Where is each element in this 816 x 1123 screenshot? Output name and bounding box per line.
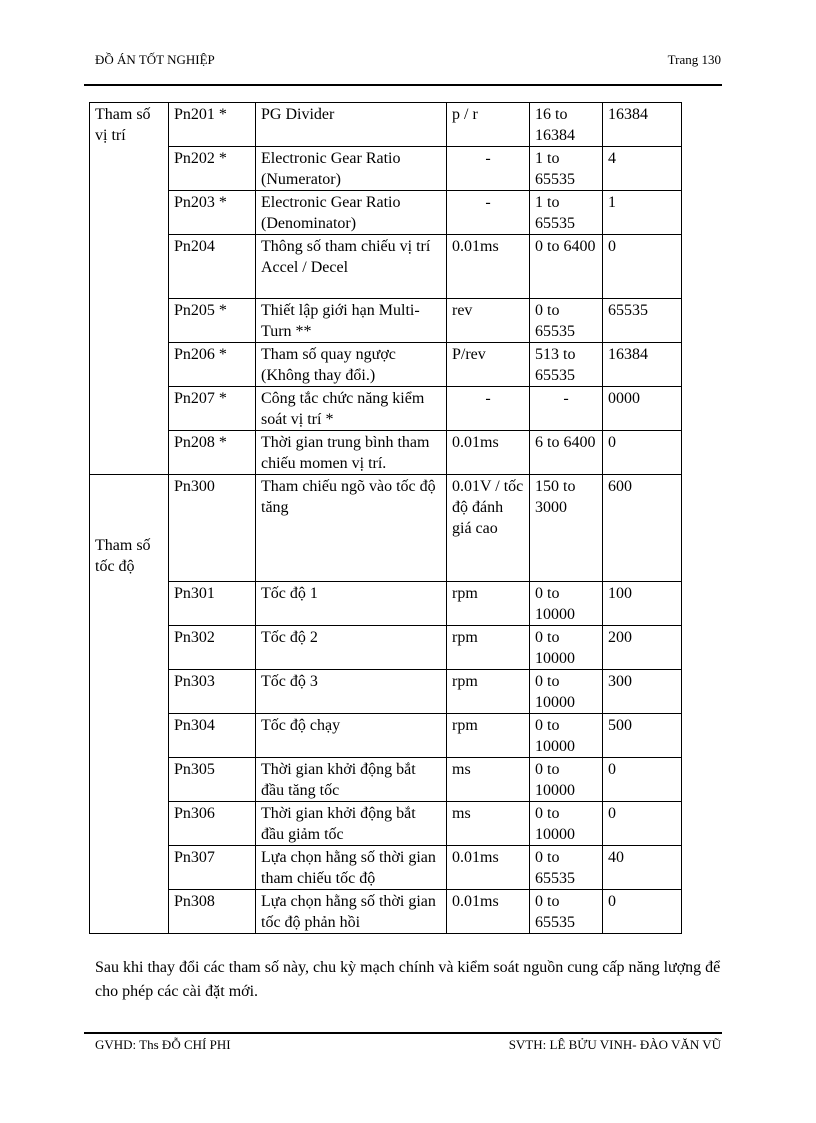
param-default: 0 — [603, 890, 682, 934]
footer-advisor: GVHD: Ths ĐỖ CHÍ PHI — [95, 1037, 231, 1052]
param-range: 0 to 10000 — [530, 758, 603, 802]
param-name: Lựa chọn hằng số thời gian tham chiếu tốc độ — [256, 846, 447, 890]
param-name: Electronic Gear Ratio (Numerator) — [256, 147, 447, 191]
param-no: Pn206 * — [169, 343, 256, 387]
param-unit: rpm — [447, 714, 530, 758]
param-no: Pn306 — [169, 802, 256, 846]
table-row — [90, 299, 682, 343]
param-no: Pn304 — [169, 714, 256, 758]
param-unit: 0.01ms — [447, 235, 530, 299]
param-default: 600 — [603, 475, 682, 582]
param-default: 0 — [603, 431, 682, 475]
param-range: 0 to 10000 — [530, 802, 603, 846]
param-unit: rpm — [447, 626, 530, 670]
param-unit: p / r — [447, 103, 530, 147]
group-speed-label: Tham số tốc độ — [90, 475, 169, 934]
param-name: Tốc độ 3 — [256, 670, 447, 714]
param-unit: rpm — [447, 582, 530, 626]
param-name: Tốc độ 1 — [256, 582, 447, 626]
param-unit: 0.01ms — [447, 846, 530, 890]
body-paragraph: Sau khi thay đổi các tham số này, chu kỳ mạch chính và kiểm soát nguồn cung cấp năng lượng để cho phép các cài đặt mới. — [95, 959, 721, 1000]
table-row — [90, 758, 682, 802]
page-footer — [95, 1037, 721, 1057]
table-row — [90, 846, 682, 890]
param-range: 0 to 10000 — [530, 714, 603, 758]
param-default: 0 — [603, 235, 682, 299]
param-unit: P/rev — [447, 343, 530, 387]
param-range: 0 to 10000 — [530, 670, 603, 714]
param-unit: ms — [447, 758, 530, 802]
param-range: 0 to 6400 — [530, 235, 603, 299]
param-range: 1 to 65535 — [530, 147, 603, 191]
param-default: 40 — [603, 846, 682, 890]
param-no: Pn307 — [169, 846, 256, 890]
table-row — [90, 103, 682, 147]
param-range: 16 to 16384 — [530, 103, 603, 147]
param-no: Pn203 * — [169, 191, 256, 235]
param-no: Pn302 — [169, 626, 256, 670]
table-row — [90, 890, 682, 934]
page-number: Trang 130 — [667, 52, 721, 67]
footer-rule — [84, 1032, 722, 1034]
param-default: 16384 — [603, 103, 682, 147]
param-no: Pn208 * — [169, 431, 256, 475]
param-no: Pn301 — [169, 582, 256, 626]
param-unit: 0.01ms — [447, 431, 530, 475]
param-name: Tham chiếu ngõ vào tốc độ tăng — [256, 475, 447, 582]
param-range: 0 to 65535 — [530, 846, 603, 890]
table-row — [90, 714, 682, 758]
table-row — [90, 582, 682, 626]
param-name: Thiết lập giới hạn Multi-Turn ** — [256, 299, 447, 343]
param-no: Pn207 * — [169, 387, 256, 431]
param-default: 0000 — [603, 387, 682, 431]
param-default: 65535 — [603, 299, 682, 343]
param-range: 6 to 6400 — [530, 431, 603, 475]
param-name: Công tắc chức năng kiểm soát vị trí * — [256, 387, 447, 431]
param-name: Tốc độ chạy — [256, 714, 447, 758]
param-no: Pn205 * — [169, 299, 256, 343]
param-range: - — [530, 387, 603, 431]
param-range: 513 to 65535 — [530, 343, 603, 387]
param-range: 0 to 10000 — [530, 582, 603, 626]
param-unit: - — [447, 191, 530, 235]
group-position-label: Tham số vị trí — [90, 103, 169, 475]
table-row — [90, 343, 682, 387]
param-unit: ms — [447, 802, 530, 846]
param-no: Pn303 — [169, 670, 256, 714]
param-unit: - — [447, 387, 530, 431]
param-name: Thời gian khởi động bắt đầu tăng tốc — [256, 758, 447, 802]
param-range: 150 to 3000 — [530, 475, 603, 582]
table-row — [90, 802, 682, 846]
header-title: ĐỒ ÁN TỐT NGHIỆP — [95, 52, 215, 67]
param-name: Tốc độ 2 — [256, 626, 447, 670]
parameter-table — [89, 102, 682, 934]
param-default: 500 — [603, 714, 682, 758]
param-default: 0 — [603, 758, 682, 802]
footer-students: SVTH: LÊ BỬU VINH- ĐÀO VĂN VŨ — [508, 1037, 721, 1052]
param-unit: rev — [447, 299, 530, 343]
param-default: 4 — [603, 147, 682, 191]
param-name: Thông số tham chiếu vị trí Accel / Decel — [256, 235, 447, 299]
header-rule — [84, 84, 722, 86]
table-row — [90, 191, 682, 235]
param-no: Pn202 * — [169, 147, 256, 191]
param-name: Thời gian khởi động bắt đầu giảm tốc — [256, 802, 447, 846]
page-header — [95, 52, 721, 72]
param-range: 0 to 65535 — [530, 890, 603, 934]
param-unit: 0.01V / tốc độ đánh giá cao — [447, 475, 530, 582]
table-row — [90, 235, 682, 299]
param-default: 1 — [603, 191, 682, 235]
table-row — [90, 475, 682, 582]
param-default: 0 — [603, 802, 682, 846]
table-row — [90, 147, 682, 191]
param-no: Pn300 — [169, 475, 256, 582]
param-default: 16384 — [603, 343, 682, 387]
param-range: 0 to 10000 — [530, 626, 603, 670]
param-default: 100 — [603, 582, 682, 626]
param-no: Pn204 — [169, 235, 256, 299]
table-row — [90, 387, 682, 431]
param-unit: - — [447, 147, 530, 191]
param-unit: 0.01ms — [447, 890, 530, 934]
table-row — [90, 431, 682, 475]
param-range: 1 to 65535 — [530, 191, 603, 235]
table-row — [90, 670, 682, 714]
param-name: Lựa chọn hằng số thời gian tốc độ phản hồi — [256, 890, 447, 934]
param-no: Pn305 — [169, 758, 256, 802]
param-unit: rpm — [447, 670, 530, 714]
param-no: Pn201 * — [169, 103, 256, 147]
param-name: PG Divider — [256, 103, 447, 147]
param-name: Tham số quay ngược (Không thay đổi.) — [256, 343, 447, 387]
param-default: 200 — [603, 626, 682, 670]
table-row — [90, 626, 682, 670]
param-no: Pn308 — [169, 890, 256, 934]
param-name: Thời gian trung bình tham chiếu momen vị trí. — [256, 431, 447, 475]
param-name: Electronic Gear Ratio (Denominator) — [256, 191, 447, 235]
param-default: 300 — [603, 670, 682, 714]
param-range: 0 to 65535 — [530, 299, 603, 343]
